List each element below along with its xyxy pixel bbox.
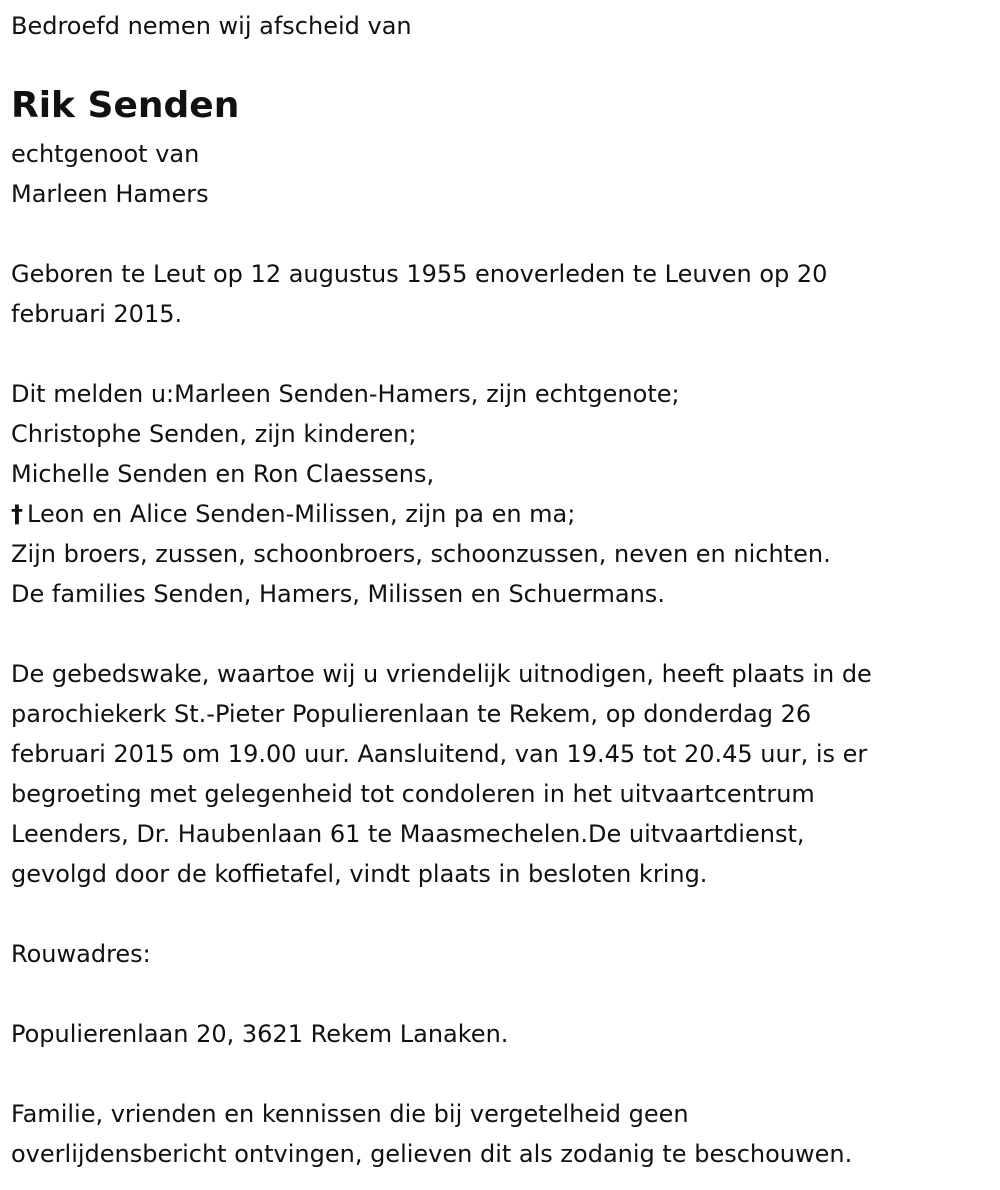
family-line: De families Senden, Hamers, Milissen en Schuermans.	[11, 580, 665, 608]
closing-note	[11, 1094, 852, 1174]
intro-text: Bedroefd nemen wij afscheid van	[11, 12, 412, 40]
family-line: Dit melden u:Marleen Senden-Hamers, zijn echtgenote;	[11, 380, 680, 408]
spouse-block	[11, 134, 209, 214]
wake-block	[11, 654, 872, 894]
note-line: Familie, vrienden en kennissen die bij vergetelheid geen	[11, 1100, 689, 1128]
cross-icon: †	[11, 500, 23, 528]
wake-line: gevolgd door de koffietafel, vindt plaats in besloten kring.	[11, 860, 708, 888]
family-line: Michelle Senden en Ron Claessens,	[11, 460, 435, 488]
spouse-name: Marleen Hamers	[11, 180, 209, 208]
family-block	[11, 374, 831, 614]
spouse-line: echtgenoot van	[11, 140, 200, 168]
wake-line: februari 2015 om 19.00 uur. Aansluitend, van 19.45 tot 20.45 uur, is er	[11, 740, 868, 768]
birth-death-line: februari 2015.	[11, 300, 183, 328]
deceased-name: Rik Senden	[11, 85, 240, 126]
family-line-deceased-parents	[11, 494, 831, 534]
wake-line: parochiekerk St.-Pieter Populierenlaan te Rekem, op donderdag 26	[11, 700, 812, 728]
birth-death-block	[11, 254, 827, 334]
address-text: Populierenlaan 20, 3621 Rekem Lanaken.	[11, 1020, 509, 1048]
wake-line: De gebedswake, waartoe wij u vriendelijk uitnodigen, heeft plaats in de	[11, 660, 872, 688]
wake-line: begroeting met gelegenheid tot condoleren in het uitvaartcentrum	[11, 780, 815, 808]
birth-death-line: Geboren te Leut op 12 augustus 1955 enoverleden te Leuven op 20	[11, 260, 828, 288]
note-line: overlijdensbericht ontvingen, gelieven dit als zodanig te beschouwen.	[11, 1140, 853, 1168]
family-line: Zijn broers, zussen, schoonbroers, schoonzussen, neven en nichten.	[11, 540, 831, 568]
address-label: Rouwadres:	[11, 940, 151, 968]
wake-line: Leenders, Dr. Haubenlaan 61 te Maasmechelen.De uitvaartdienst,	[11, 820, 805, 848]
family-line: Christophe Senden, zijn kinderen;	[11, 420, 417, 448]
parents-text: Leon en Alice Senden-Milissen, zijn pa en ma;	[27, 500, 576, 528]
